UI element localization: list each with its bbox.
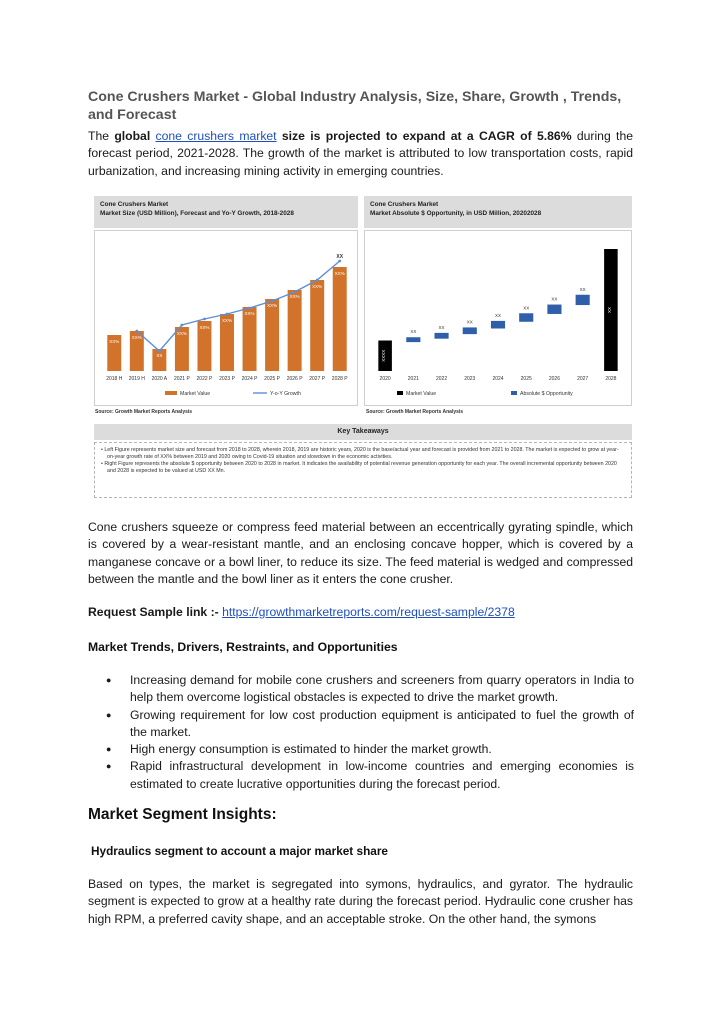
market-infographic (90, 196, 635, 498)
bar-data-label: XX (466, 319, 473, 325)
x-tick-label: 2027 (577, 376, 589, 382)
left-chart-header-line2: Market Size (USD Million), Forecast and Yo-Y Growth, 2018-2028 (100, 210, 294, 217)
yoy-growth-point (271, 300, 274, 303)
bar-data-label: XX% (131, 335, 142, 340)
left-chart-panel (94, 230, 358, 406)
hydraulics-heading: Hydraulics segment to account a major market share (91, 844, 388, 858)
market-size-chart (95, 231, 357, 405)
chart-bar (406, 337, 420, 342)
right-chart-header (364, 196, 632, 228)
legend-label: Absolute $ Opportunity (520, 391, 573, 397)
bullet-text: Rapid infrastructural development in low-income countries and emerging economies is estimated to create lucrative opportunities during the forecast period. (130, 759, 634, 791)
intro-bold-1: global (114, 129, 156, 143)
x-tick-label: 2019 H (128, 376, 145, 382)
bar-data-label: XX (410, 329, 417, 335)
yoy-growth-point (226, 313, 229, 316)
yoy-growth-point (316, 279, 319, 282)
chart-bar (547, 305, 561, 314)
list-item (106, 758, 634, 793)
x-tick-label: 2026 P (286, 376, 303, 382)
chart-bar (310, 280, 324, 371)
yoy-growth-point (135, 330, 138, 333)
key-takeaways-box (94, 442, 632, 498)
right-chart-header-line1: Cone Crushers Market (370, 201, 439, 208)
chart-bar (576, 295, 590, 305)
bar-data-label: XX (156, 353, 163, 358)
chart-bar (333, 267, 347, 371)
bar-data-label: XX% (221, 318, 233, 323)
x-tick-label: 2022 (435, 376, 448, 382)
page-title: Cone Crushers Market - Global Industry Analysis, Size, Share, Growth , Trends, and Forecast (88, 89, 622, 123)
left-chart-source: Source: Growth Market Reports Analysis (95, 409, 193, 415)
x-tick-label: 2021 P (173, 376, 190, 382)
legend-swatch-market (397, 391, 403, 395)
intro-text-1: The (88, 129, 115, 143)
x-tick-label: 2028 (605, 376, 617, 382)
x-tick-label: 2023 P (219, 376, 235, 382)
bar-data-label: XX% (267, 303, 278, 308)
chart-bar (265, 299, 279, 371)
x-tick-label: 2020 A (151, 376, 168, 382)
description-paragraph: Cone crushers squeeze or compress feed material between an eccentrically gyrating spindle, which is covered by a wear-resistant mantle, and an enclosing concave hopper, which is covered by a manganese concave or a bowl liner, to reduce its size. The feed material is wedged and compressed between the mantle and the bowl liner as it enters the cone crusher. (88, 520, 633, 586)
x-tick-label: 2024 P (241, 376, 258, 382)
bullet-text: High energy consumption is estimated to hinder the market growth. (130, 742, 492, 757)
legend-label: Y-o-Y Growth (270, 391, 301, 397)
list-item (106, 672, 634, 707)
types-paragraph: Based on types, the market is segregated into symons, hydraulics, and gyrator. The hydraulic segment is expected to grow at a healthy rate during the forecast period. Hydraulic cone crusher has high RPM, a preferred cavity shape, and an acceptable stroke. On the other hand, the symons (88, 877, 633, 926)
x-tick-label: 2022 P (196, 376, 213, 382)
bullet-text: Growing requirement for low cost production equipment is anticipated to fuel the growth of the market. (130, 707, 634, 739)
yoy-growth-point (158, 350, 161, 353)
intro-bold-2: size is projected to expand at a CAGR of 5.86% (276, 129, 572, 143)
intro-text-2: during the forecast period, 2021-2028. The growth of the market is attributed to low transportation costs, rapid urbanization, and increasing mining activity in emerging countries. (88, 129, 634, 178)
takeaway-item: • Left Figure represents market size and forecast from 2018 to 2028, wherein 2018, 2019 are historic years, 2020 is the base/actual year and forecast is provided from 2021 to 2028. The market is expected to grow at year-on-year growth rate of XX% between 2019 and 2020 owing to Covid-19 situation and slowdown in the economic activities. (101, 447, 619, 460)
x-tick-label: 2023 (464, 376, 476, 382)
chart-bar (463, 327, 477, 334)
bar-data-label: XX (438, 324, 445, 330)
yoy-growth-point (293, 291, 296, 294)
key-takeaways-heading: Key Takeaways (94, 424, 632, 440)
yoy-growth-point (338, 260, 341, 263)
bar-data-label: XX% (199, 325, 210, 330)
x-tick-label: 2018 H (106, 376, 123, 382)
takeaway-item: • Right Figure represents the absolute $ opportunity between 2020 to 2028 in market. It indicates the availability of potential revenue generation opportunity for each year. The overall incremental opportunity between 2020 and 2028 is expected to be valued at USD XX Mn. (101, 461, 617, 474)
list-item (106, 707, 634, 742)
x-tick-label: 2020 (379, 376, 391, 382)
yoy-growth-point (203, 318, 206, 321)
trends-bullet-list (106, 672, 634, 793)
bullet-text: Increasing demand for mobile cone crushers and screeners from quarry operators in India to help them overcome logistical obstacles is expected to drive the market growth. (130, 673, 634, 705)
bar-data-label: XX% (109, 339, 120, 344)
bar-data-label: XX% (289, 294, 300, 299)
chart-bar (519, 313, 533, 322)
bar-data-label: XX (494, 312, 502, 318)
segment-insights-heading: Market Segment Insights: (88, 806, 277, 823)
request-sample-line (88, 604, 633, 621)
x-tick-label: 2025 P (264, 376, 281, 382)
x-tick-label: 2024 (492, 376, 504, 382)
yoy-growth-point (248, 307, 251, 310)
x-tick-label: 2021 (407, 376, 419, 382)
left-chart-header-line1: Cone Crushers Market (100, 201, 169, 208)
yoy-growth-line (137, 261, 340, 351)
absolute-opportunity-chart (365, 231, 631, 405)
list-item (106, 741, 634, 758)
yoy-growth-point (181, 324, 184, 327)
chart-bar (243, 307, 257, 371)
bar-data-label: XX (579, 286, 586, 292)
bullet-icon: ● (106, 675, 112, 685)
cone-crushers-market-link[interactable]: cone crushers market (155, 129, 277, 143)
bar-data-label: XX% (312, 284, 323, 289)
top-data-label: XX (336, 254, 344, 260)
chart-bar (491, 321, 505, 329)
bullet-icon: ● (106, 709, 112, 720)
bullet-icon: ● (106, 761, 112, 772)
intro-paragraph (88, 128, 633, 180)
bullet-icon: ● (106, 744, 112, 755)
right-chart-source: Source: Growth Market Reports Analysis (366, 409, 464, 415)
bar-data-label: XXXX (381, 349, 387, 362)
chart-bar (288, 290, 302, 371)
right-chart-panel (364, 230, 632, 406)
chart-bar (435, 333, 449, 339)
trends-heading: Market Trends, Drivers, Restraints, and Opportunities (88, 640, 398, 654)
x-tick-label: 2025 (520, 376, 532, 382)
bar-data-label: XX (551, 296, 558, 302)
legend-label: Market Value (406, 391, 437, 397)
legend-swatch-bar (165, 391, 177, 395)
bar-data-label: XX (523, 305, 530, 311)
legend-swatch-opportunity (511, 391, 517, 395)
x-tick-label: 2027 P (309, 376, 326, 382)
left-chart-header (94, 196, 358, 228)
bar-data-label: XX% (176, 331, 187, 336)
bar-data-label: XX (606, 306, 612, 314)
request-sample-label: Request Sample link :- (88, 605, 223, 619)
bar-data-label: XX% (334, 271, 345, 276)
x-tick-label: 2026 (548, 376, 561, 382)
bar-data-label: XX% (244, 311, 255, 316)
request-sample-link[interactable]: https://growthmarketreports.com/request-sample/2378 (222, 605, 515, 619)
x-tick-label: 2028 P (331, 376, 348, 382)
legend-label: Market Value (180, 391, 211, 397)
right-chart-header-line2: Market Absolute $ Opportunity, in USD Million, 20202028 (370, 210, 542, 217)
